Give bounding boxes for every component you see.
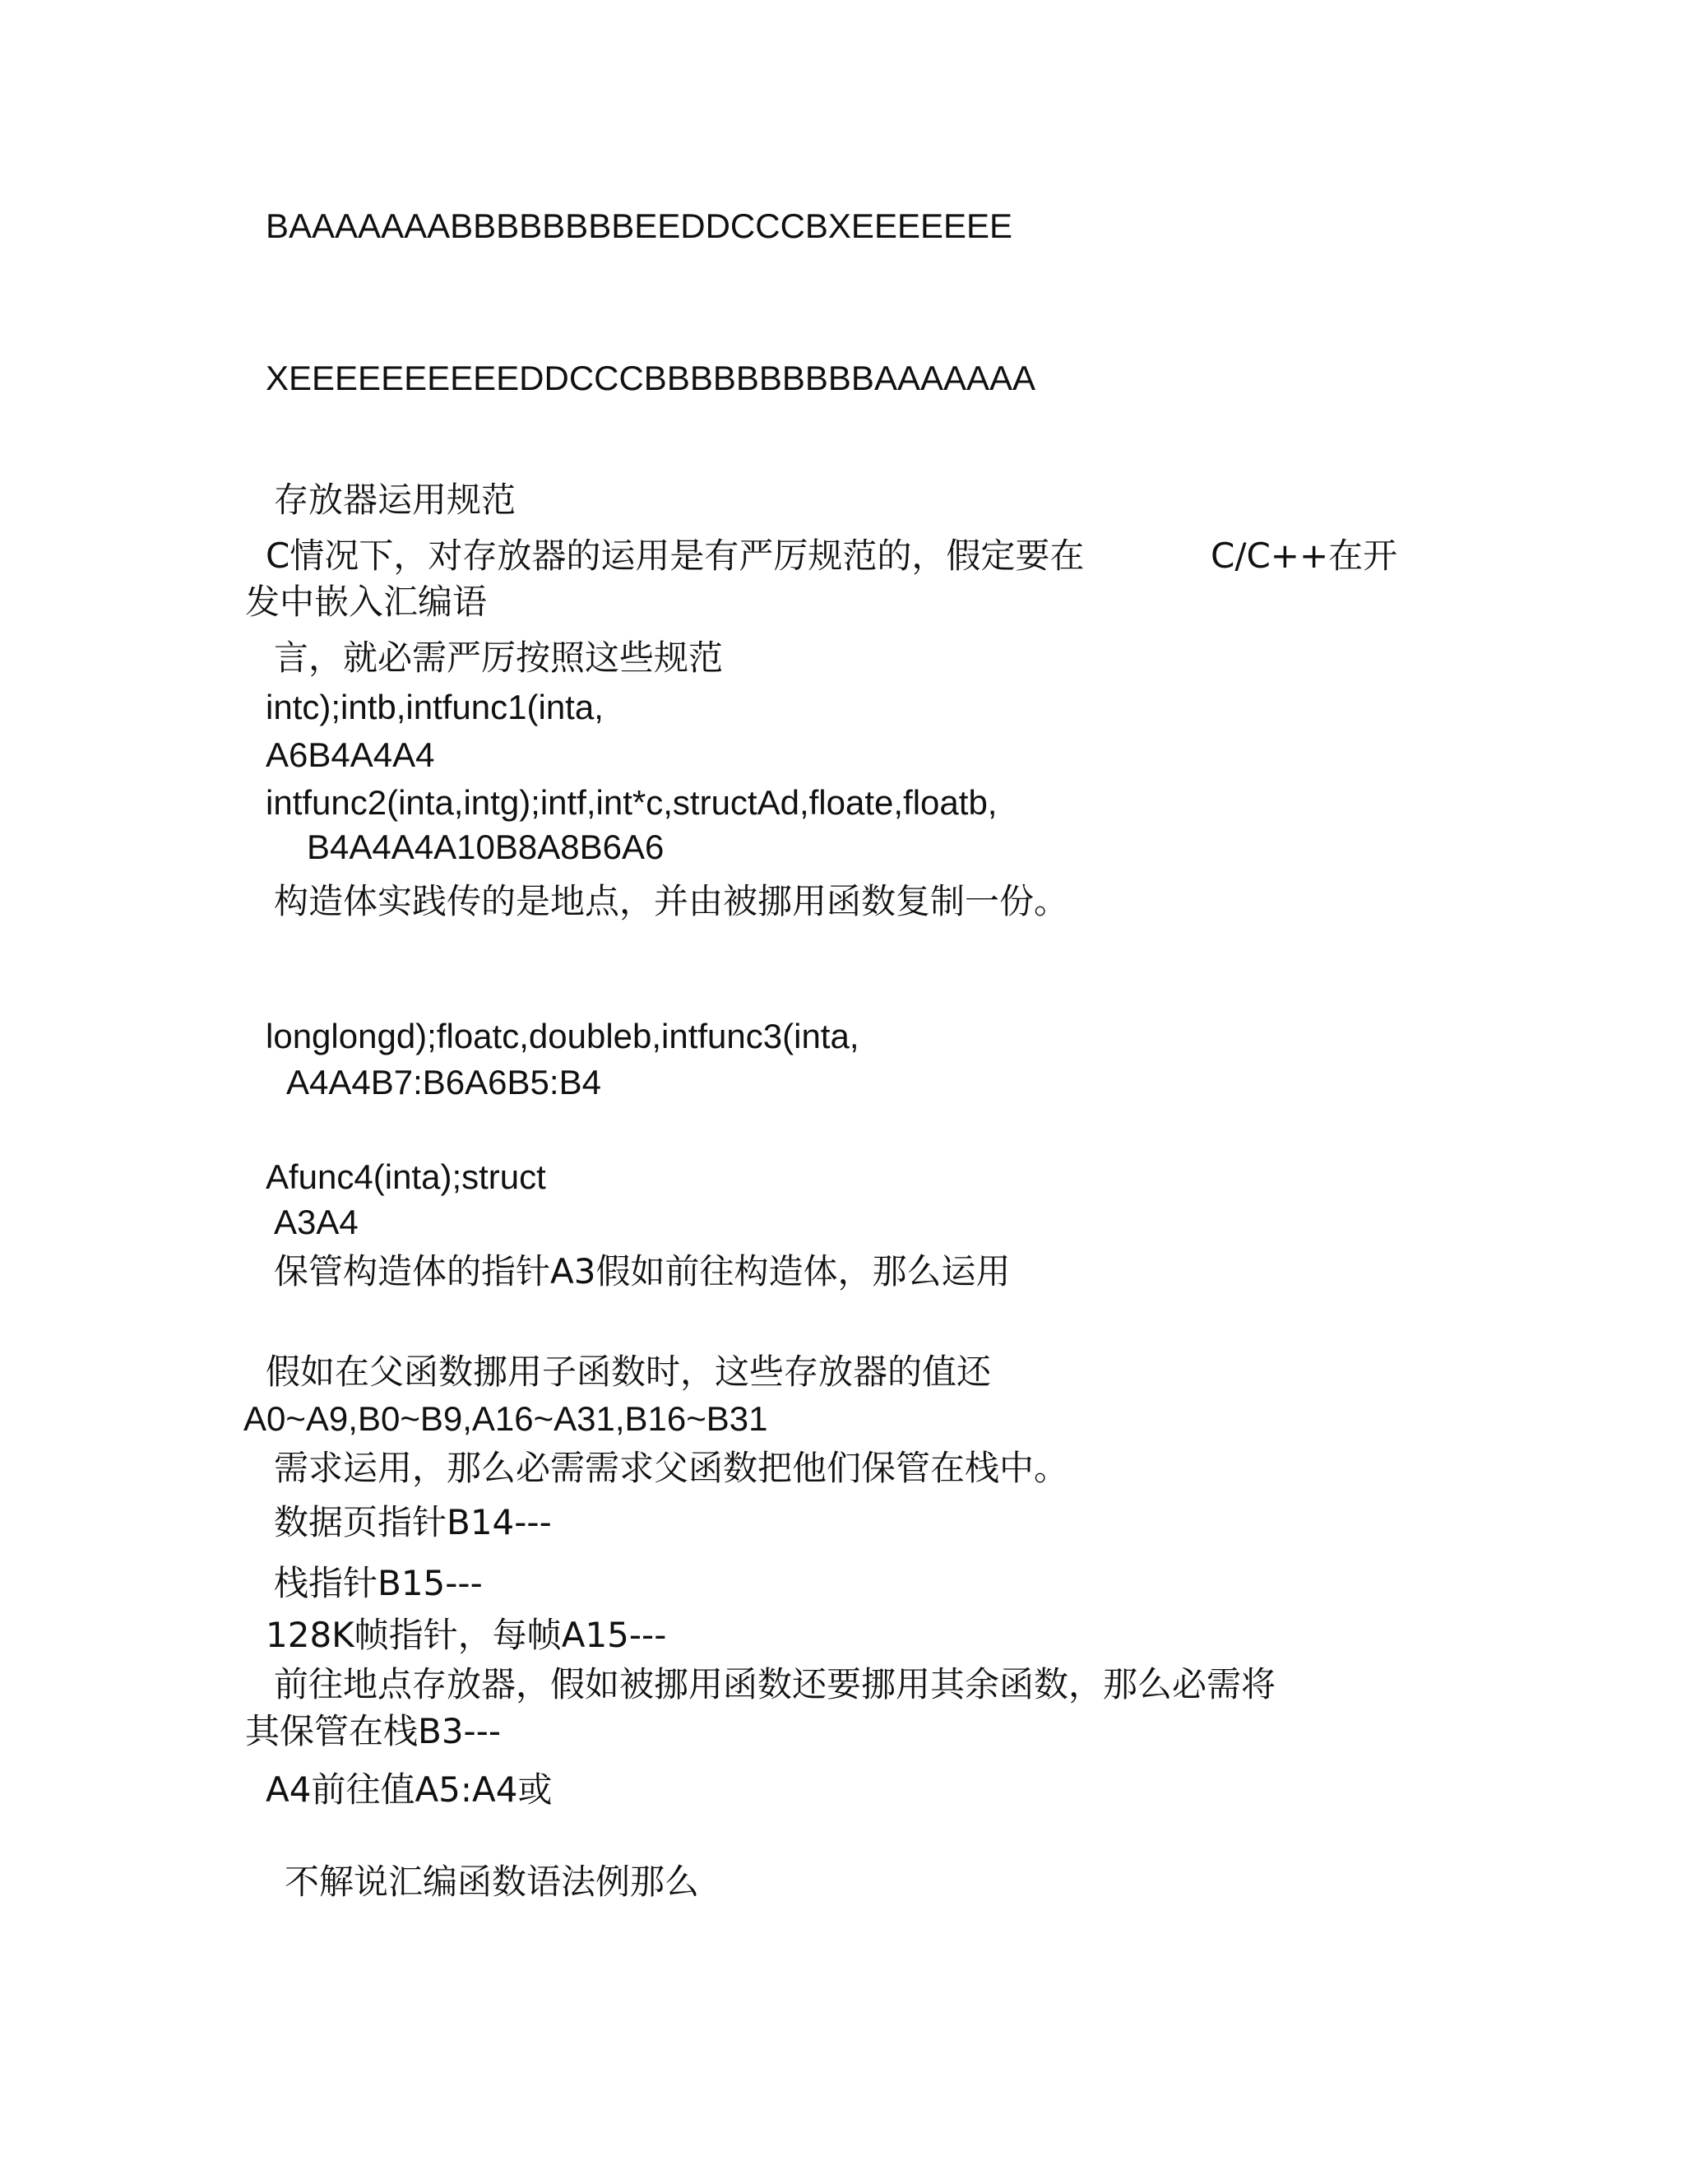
text-line-23: 128K帧指针，每帧A15--- xyxy=(266,1615,667,1655)
text-line-20: 需求运用，那么必需需求父函数把他们保管在栈中。 xyxy=(274,1448,1069,1488)
text-line-26: A4前往值A5:A4或 xyxy=(266,1769,553,1810)
code-line-7: Afunc4(inta);struct xyxy=(266,1157,546,1196)
text-line-22: 栈指针B15--- xyxy=(274,1563,483,1603)
register-list: A0~A9,B0~B9,A16~A31,B16~B31 xyxy=(243,1399,768,1438)
code-line-1: intc);intb,intfunc1(inta, xyxy=(266,688,604,726)
text-line-17: 保管构造体的指针A3假如前往构造体，那么运用 xyxy=(274,1251,1011,1291)
text-line-2: XEEEEEEEEEEDDCCCBBBBBBBBBBAAAAAAA xyxy=(266,359,1036,397)
code-line-5: longlongd);floatc,doubleb,intfunc3(inta, xyxy=(266,1017,859,1055)
section-heading: 存放器运用规范 xyxy=(274,480,516,520)
text-line-21: 数据页指针B14--- xyxy=(274,1502,552,1542)
text-line-7: 言，就必需严厉按照这些规范 xyxy=(274,638,724,678)
text-line-27: 不解说汇编函数语法例那么 xyxy=(285,1862,700,1902)
text-line-1: BAAAAAAABBBBBBBBEEDDCCCBXEEEEEEE xyxy=(266,206,1013,245)
code-line-8: A3A4 xyxy=(274,1203,359,1241)
code-line-4: B4A4A4A10B8A8B6A6 xyxy=(307,828,665,866)
code-line-2: A6B4A4A4 xyxy=(266,735,435,774)
text-line-18: 假如在父函数挪用子函数时，这些存放器的值还 xyxy=(266,1352,992,1392)
text-line-5: C/C++在开 xyxy=(1211,536,1398,576)
text-line-6: 发中嵌入汇编语 xyxy=(245,582,488,622)
text-line-24: 前往地点存放器，假如被挪用函数还要挪用其余函数，那么必需将 xyxy=(274,1664,1276,1704)
text-line-4: C情况下，对存放器的运用是有严厉规范的，假定要在 xyxy=(266,536,1085,576)
code-line-6: A4A4B7:B6A6B5:B4 xyxy=(286,1063,601,1101)
code-line-3: intfunc2(inta,intg);intf,int*c,structAd,floate,floatb, xyxy=(266,783,998,822)
text-line-25: 其保管在栈B3--- xyxy=(245,1711,502,1751)
text-line-12: 构造体实践传的是地点，并由被挪用函数复制一份。 xyxy=(274,881,1069,921)
